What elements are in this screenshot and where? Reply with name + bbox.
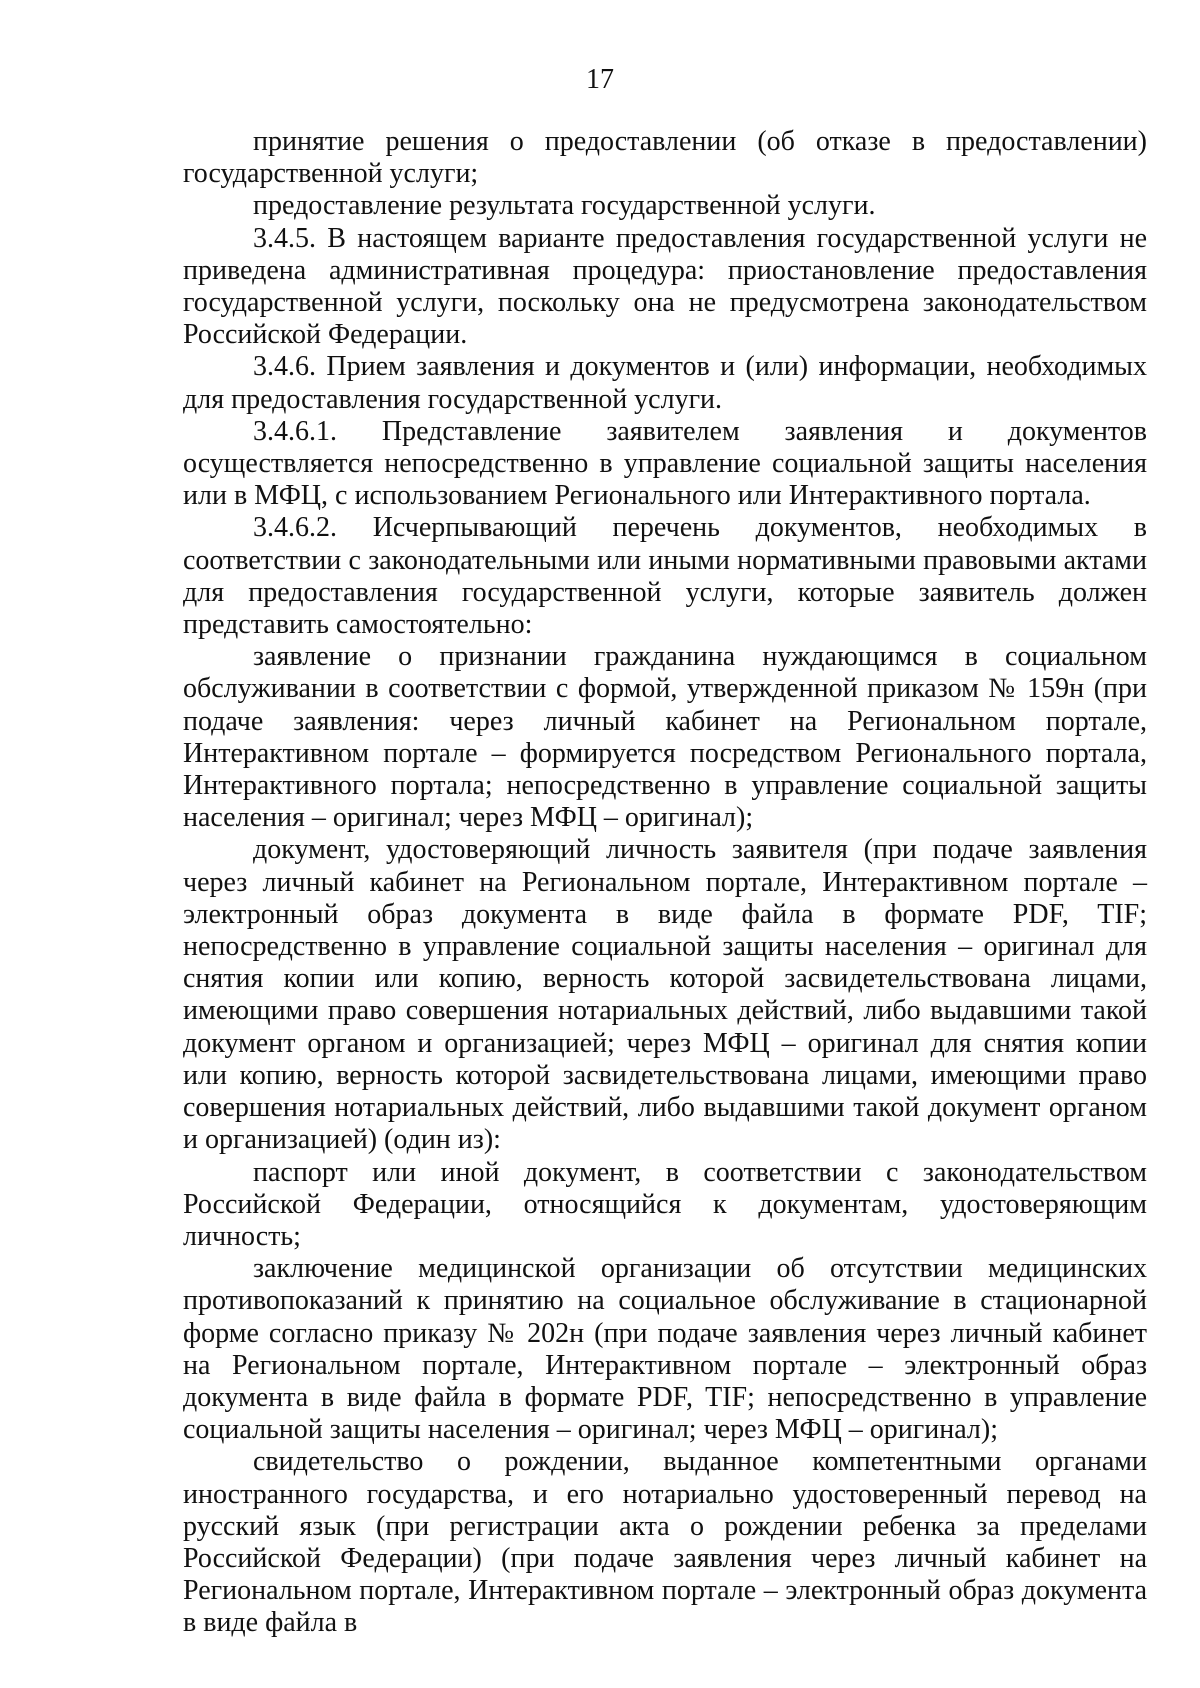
list-item-medical-conclusion: заключение медицинской организации об отсутствии медицинских противопоказаний к принятию на социальное обслуживание в стационарной форме согласно приказу № 202н (при подаче заявления через личный кабинет на Региональном портале, Интерактивном портале – электронный образ документа в виде файла в формате PDF, TIF; непосредственно в управление социальной защиты населения – оригинал; через МФЦ – оригинал);	[183, 1253, 1147, 1446]
paragraph: принятие решения о предоставлении (об отказе в предоставлении) государственной услуги;	[183, 126, 1147, 190]
page-number: 17	[586, 64, 614, 95]
list-item-identity-document: документ, удостоверяющий личность заявителя (при подаче заявления через личный кабинет на Региональном портале, Интерактивном портале – электронный образ документа в виде файла в формате PDF, TIF; непосредственно в управление социальной защиты населения – оригинал для снятия копии или копию, верность которой засвидетельствована лицами, имеющими право совершения нотариальных действий, либо выдавшими такой документ органом и организацией; через МФЦ – оригинал для снятия копии или копию, верность которой засвидетельствована лицами, имеющими право совершения нотариальных действий, либо выдавшими такой документ органом и организацией) (один из):	[183, 834, 1147, 1156]
section-3-4-6: 3.4.6. Прием заявления и документов и (или) информации, необходимых для предоставления государственной услуги.	[183, 351, 1147, 415]
list-item-passport: паспорт или иной документ, в соответствии с законодательством Российской Федерации, относящийся к документам, удостоверяющим личность;	[183, 1156, 1147, 1252]
list-item-application: заявление о признании гражданина нуждающимся в социальном обслуживании в соответствии с формой, утвержденной приказом № 159н (при подаче заявления: через личный кабинет на Региональном портале, Интерактивном портале – формируется посредством Регионального портала, Интерактивного портала; непосредственно в управление социальной защиты населения – оригинал; через МФЦ – оригинал);	[183, 641, 1147, 834]
section-3-4-6-1: 3.4.6.1. Представление заявителем заявления и документов осуществляется непосредственно в управление социальной защиты населения или в МФЦ, с использованием Регионального или Интерактивного портала.	[183, 415, 1147, 512]
list-item-birth-certificate: свидетельство о рождении, выданное компетентными органами иностранного государства, и его нотариально удостоверенный перевод на русский язык (при регистрации акта о рождении ребенка за пределами Российской Федерации) (при подаче заявления через личный кабинет на Региональном портале, Интерактивном портале – электронный образ документа в виде файла в	[183, 1446, 1147, 1639]
section-3-4-6-2: 3.4.6.2. Исчерпывающий перечень документов, необходимых в соответствии с законодательными или иными нормативными правовыми актами для предоставления государственной услуги, которые заявитель должен представить самостоятельно:	[183, 512, 1147, 641]
document-body	[183, 126, 1147, 1640]
paragraph: предоставление результата государственной услуги.	[253, 190, 876, 222]
section-3-4-5: 3.4.5. В настоящем варианте предоставления государственной услуги не приведена административная процедура: приостановление предоставления государственной услуги, поскольку она не предусмотрена законодательством Российской Федерации.	[183, 222, 1147, 351]
